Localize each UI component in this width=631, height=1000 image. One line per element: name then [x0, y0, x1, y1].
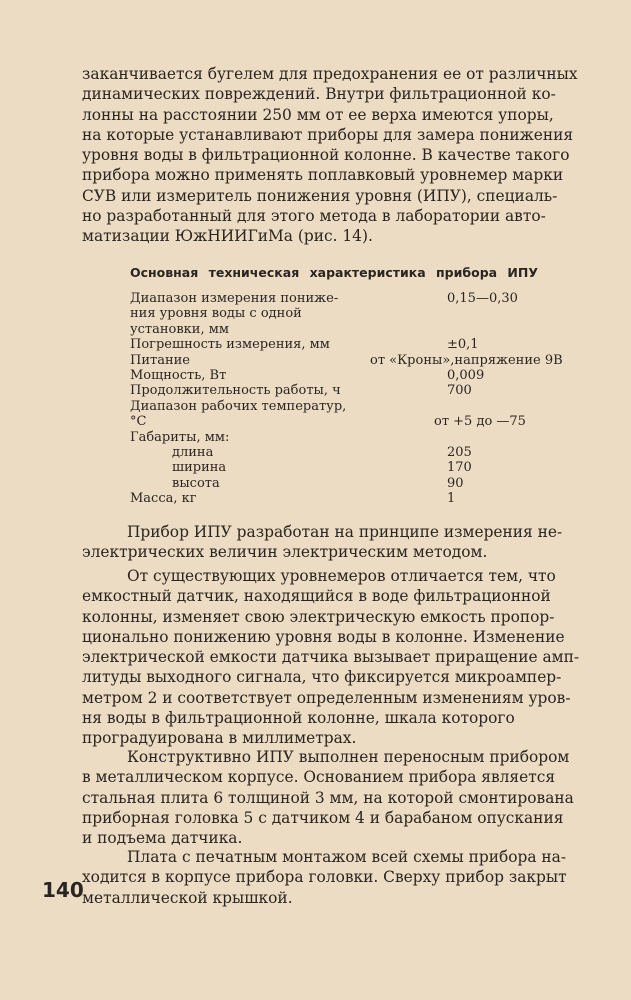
spec-row: [130, 399, 600, 430]
spec-label: Габариты, мм:: [130, 429, 230, 445]
spec-row: [130, 353, 600, 368]
paragraph-principle: Прибор ИПУ разработан на принципе измерения не- электрических величин электрическим методом.: [82, 523, 563, 562]
spec-value: 90: [447, 475, 464, 491]
paragraph-board: Плата с печатным монтажом всей схемы прибора на- ходится в корпусе прибора головки. Сверху прибор закрыт металлической крышкой.: [82, 848, 567, 907]
paragraph-difference: От существующих уровнемеров отличается тем, что емкостный датчик, находящийся в воде фильтрационной колонны, изменяет свою электрическую емкость пропор- ционально понижению уровня воды в колонне. Изменение электрической емкости датчика вызывает приращение амп- литуды выходного сигнала, что фиксируется микроампер- метром 2 и соответствует определенным изменениям уров- ня воды в фильтрационной колонне, шкала которого проградуирована в миллиметрах.: [82, 567, 580, 748]
spec-label: Мощность, Вт: [130, 368, 227, 384]
spec-value: 205: [447, 445, 472, 461]
spec-row: [130, 460, 600, 475]
paragraph-intro: заканчивается бугелем для предохранения ее от различных динамических повреждений. Внутри фильтрационной ко- лонны на расстоянии 250 мм от ее верха имеются упоры, на которые устанавливают приборы для замера понижения уровня воды в фильтрационной колонне. В качестве такого прибора можно применять поплавковый уровнемер марки СУВ или измеритель понижения уровня (ИПУ), специаль- но разработанный для этого метода в лаборатории авто- матизации ЮжНИИГиМа (рис. 14).: [82, 65, 578, 246]
spec-row: [130, 491, 600, 506]
spec-label: Диапазон измерения пониже- ния уровня воды с одной установки, мм: [130, 291, 339, 337]
spec-label: длина: [172, 445, 214, 461]
paragraph-construction: Конструктивно ИПУ выполнен переносным прибором в металлическом корпусе. Основанием прибора является стальная плита 6 толщиной 3 мм, на которой смонтирована приборная головка 5 с датчиком 4 и барабаном опускания и подъема датчика.: [82, 748, 574, 848]
spec-row: [130, 445, 600, 460]
page-number: 140: [42, 878, 84, 902]
spec-row: [130, 337, 600, 352]
spec-value: 0,15—0,30: [447, 291, 518, 306]
spec-value: 1: [447, 491, 456, 507]
spec-row: [130, 368, 600, 383]
spec-value: 700: [447, 383, 472, 399]
spec-value: от +5 до —75: [434, 414, 526, 430]
spec-label: Продолжительность работы, ч: [130, 383, 341, 399]
spec-row: [130, 291, 600, 337]
spec-label: Питание: [130, 352, 190, 368]
spec-label: Диапазон рабочих температур, °С: [130, 398, 347, 430]
spec-row: [130, 383, 600, 398]
spec-value: 0,009: [447, 368, 485, 384]
spec-label: ширина: [172, 460, 227, 476]
spec-label: Масса, кг: [130, 491, 197, 507]
spec-value: ±0,1: [447, 337, 479, 353]
spec-table: [130, 291, 600, 507]
spec-label: Погрешность измерения, мм: [130, 337, 330, 353]
spec-row: [130, 476, 600, 491]
spec-table-title: Основная техническая характеристика прибора ИПУ: [130, 265, 538, 280]
spec-row: [130, 430, 600, 445]
spec-value: 170: [447, 460, 472, 476]
spec-value: от «Кроны»,напряжение 9В: [370, 352, 563, 368]
spec-label: высота: [172, 475, 220, 491]
